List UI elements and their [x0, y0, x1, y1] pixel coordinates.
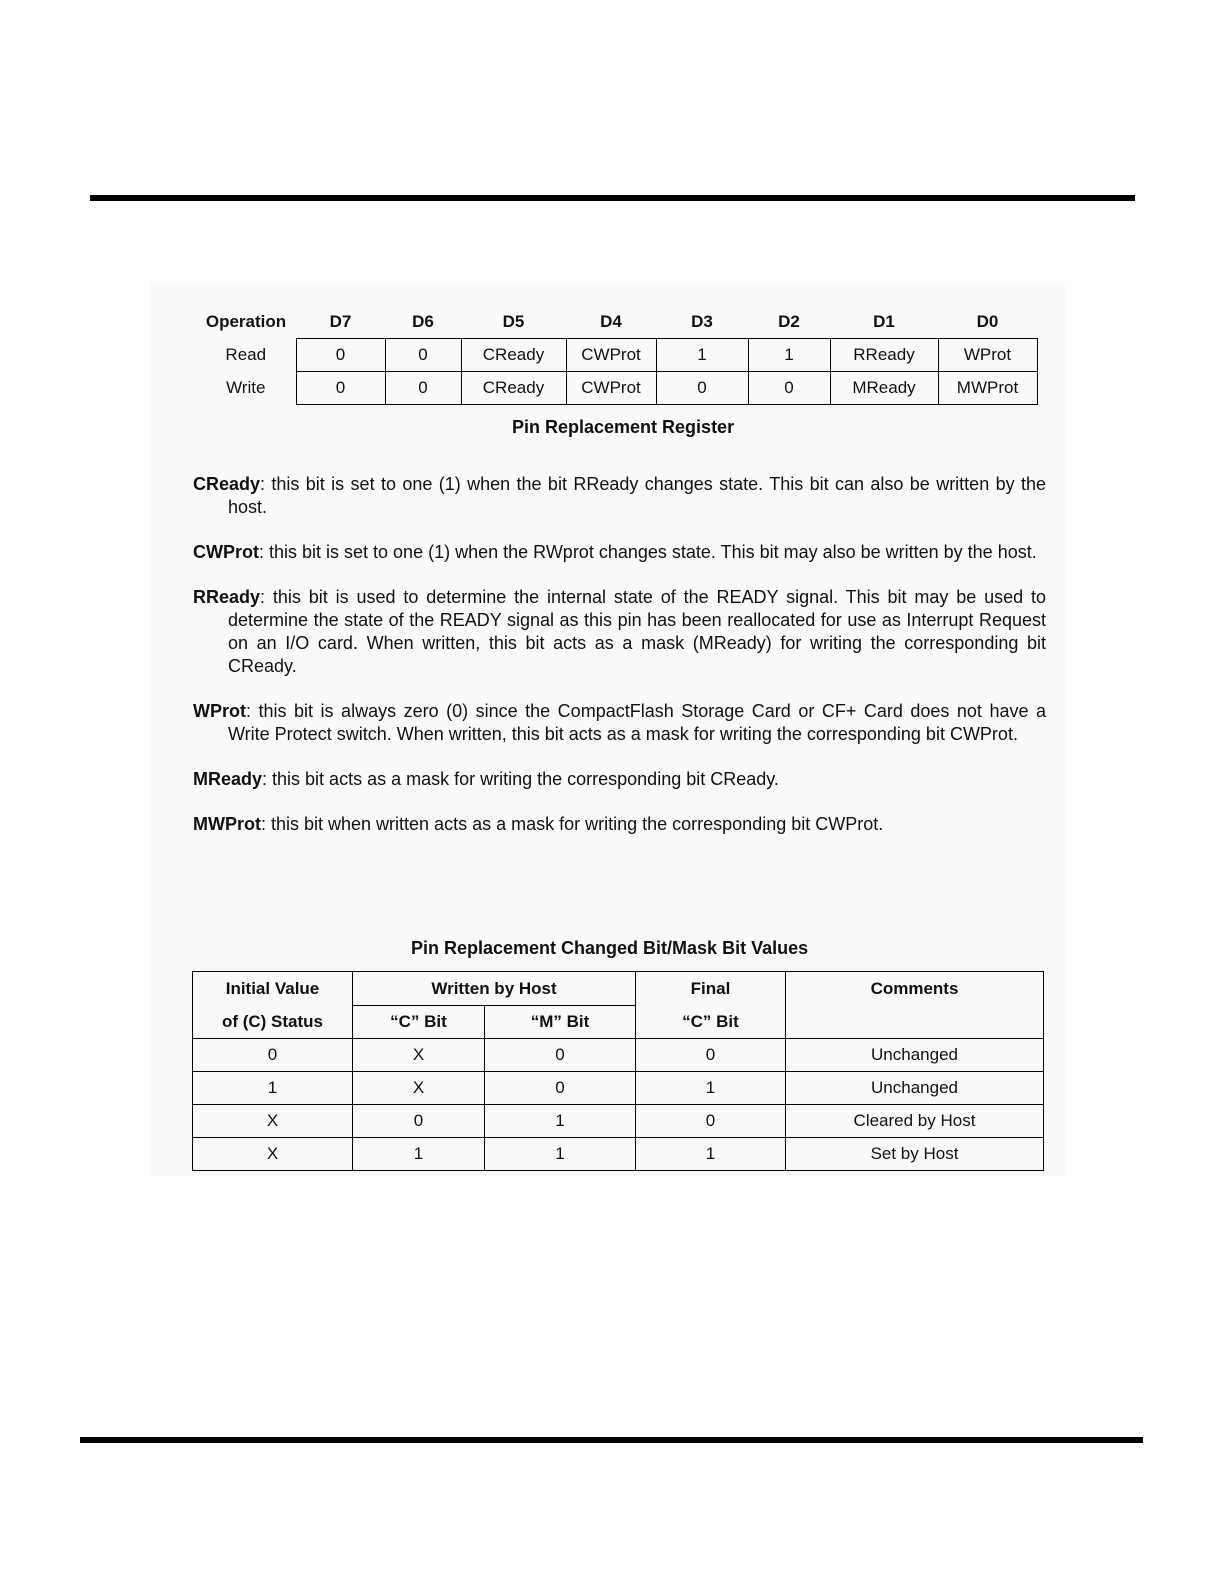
definition-text: : this bit is set to one (1) when the bit RReady changes state. This bit can also be written by the host.: [228, 474, 1046, 517]
table-cell: X: [353, 1039, 485, 1072]
table-cell: 0: [636, 1039, 786, 1072]
header-cell: D2: [778, 312, 800, 331]
table-cell: 1: [636, 1138, 786, 1171]
operation-cell: Write: [226, 378, 266, 397]
table-cell: CWProt: [566, 372, 656, 405]
table-cell: 1: [636, 1072, 786, 1105]
table-cell: 0: [748, 372, 830, 405]
table-cell: X: [193, 1105, 353, 1138]
definition-text: : this bit is always zero (0) since the CompactFlash Storage Card or CF+ Card does not have a Write Protect switch. When written, this bit acts as a mask for writing the corresponding bit CWProt.: [228, 701, 1046, 744]
table-cell: X: [193, 1138, 353, 1171]
definition-term: MReady: [193, 769, 263, 789]
header-cell: D1: [873, 312, 895, 331]
definition-rready: [193, 586, 1046, 678]
bottom-rule: [80, 1437, 1143, 1443]
header-final: Final: [636, 972, 786, 1006]
header-cell: D4: [600, 312, 622, 331]
table-cell: 0: [385, 372, 461, 405]
table-cell: 1: [748, 339, 830, 372]
definition-wprot: [193, 700, 1046, 746]
table-cell: Unchanged: [786, 1039, 1044, 1072]
definition-text: : this bit acts as a mask for writing the corresponding bit CReady.: [262, 769, 779, 789]
definition-creaday: [193, 473, 1046, 519]
mask-table-caption: Pin Replacement Changed Bit/Mask Bit Values: [411, 938, 809, 958]
table-cell: Unchanged: [786, 1072, 1044, 1105]
header-comments-blank: [786, 1006, 1044, 1039]
table-cell: MReady: [830, 372, 938, 405]
header-comments: Comments: [786, 972, 1044, 1006]
table-cell: 0: [353, 1105, 485, 1138]
mask-bit-values-table: [192, 971, 1044, 1171]
header-cell: D3: [691, 312, 713, 331]
definition-term: CWProt: [193, 542, 259, 562]
definitions-list: [193, 473, 1046, 858]
definition-text: : this bit is set to one (1) when the RWprot changes state. This bit may also be written by the host.: [259, 542, 1037, 562]
table-cell: WProt: [938, 339, 1037, 372]
header-cell: Operation: [205, 312, 287, 332]
table-cell: 0: [296, 372, 385, 405]
header-cell: D0: [976, 312, 999, 331]
definition-term: MWProt: [193, 814, 261, 834]
table-row: [193, 1138, 1044, 1171]
definition-term: WProt: [193, 701, 246, 721]
definition-cwprot: [193, 541, 1046, 564]
table-cell: MWProt: [938, 372, 1037, 405]
header-cell: D7: [329, 312, 352, 331]
table-cell: 0: [636, 1105, 786, 1138]
definition-term: CReady: [193, 474, 261, 494]
register-header-row: [196, 306, 1037, 339]
table-cell: 0: [485, 1039, 636, 1072]
header-cell: D5: [502, 312, 525, 331]
pin-replacement-register-table: [196, 306, 1038, 405]
mask-header-row-bottom: [193, 1006, 1044, 1039]
table-cell: CReady: [461, 372, 566, 405]
definition-term: RReady: [193, 587, 261, 607]
header-c-bit: “C” Bit: [353, 1006, 485, 1039]
table-cell: 0: [193, 1039, 353, 1072]
operation-cell: Read: [225, 345, 267, 364]
table-cell: 1: [485, 1105, 636, 1138]
table-cell: 0: [296, 339, 385, 372]
header-initial-status: of (C) Status: [193, 1006, 353, 1039]
table-cell: RReady: [830, 339, 938, 372]
table-row: [193, 1072, 1044, 1105]
table-cell: CWProt: [566, 339, 656, 372]
table-cell: X: [353, 1072, 485, 1105]
definition-mwprot: [193, 813, 1046, 836]
table-cell: Set by Host: [786, 1138, 1044, 1171]
mask-header-row-top: [193, 972, 1044, 1006]
definition-mready: [193, 768, 1046, 791]
table-cell: 0: [485, 1072, 636, 1105]
table-row: [196, 339, 1037, 372]
table-cell: Cleared by Host: [786, 1105, 1044, 1138]
table-row: [193, 1105, 1044, 1138]
register-table-caption: Pin Replacement Register: [512, 417, 735, 437]
header-m-bit: “M” Bit: [485, 1006, 636, 1039]
table-cell: 1: [485, 1138, 636, 1171]
header-written-by-host: Written by Host: [353, 972, 636, 1006]
table-cell: 0: [656, 372, 748, 405]
table-row: [196, 372, 1037, 405]
table-cell: CReady: [461, 339, 566, 372]
table-cell: 0: [385, 339, 461, 372]
table-cell: 1: [353, 1138, 485, 1171]
definition-text: : this bit is used to determine the internal state of the READY signal. This bit may be used to determine the state of the READY signal as this pin has been reallocated for use as Interrupt Request on an I/O card. When written, this bit acts as a mask (MReady) for writing the corresponding bit CReady.: [228, 587, 1046, 676]
header-cell: D6: [412, 312, 434, 331]
definition-text: : this bit when written acts as a mask for writing the corresponding bit CWProt.: [260, 814, 884, 834]
table-cell: 1: [193, 1072, 353, 1105]
top-rule: [90, 195, 1135, 201]
header-initial-value: Initial Value: [193, 972, 353, 1006]
header-final-c-bit: “C” Bit: [636, 1006, 786, 1039]
table-cell: 1: [656, 339, 748, 372]
table-row: [193, 1039, 1044, 1072]
